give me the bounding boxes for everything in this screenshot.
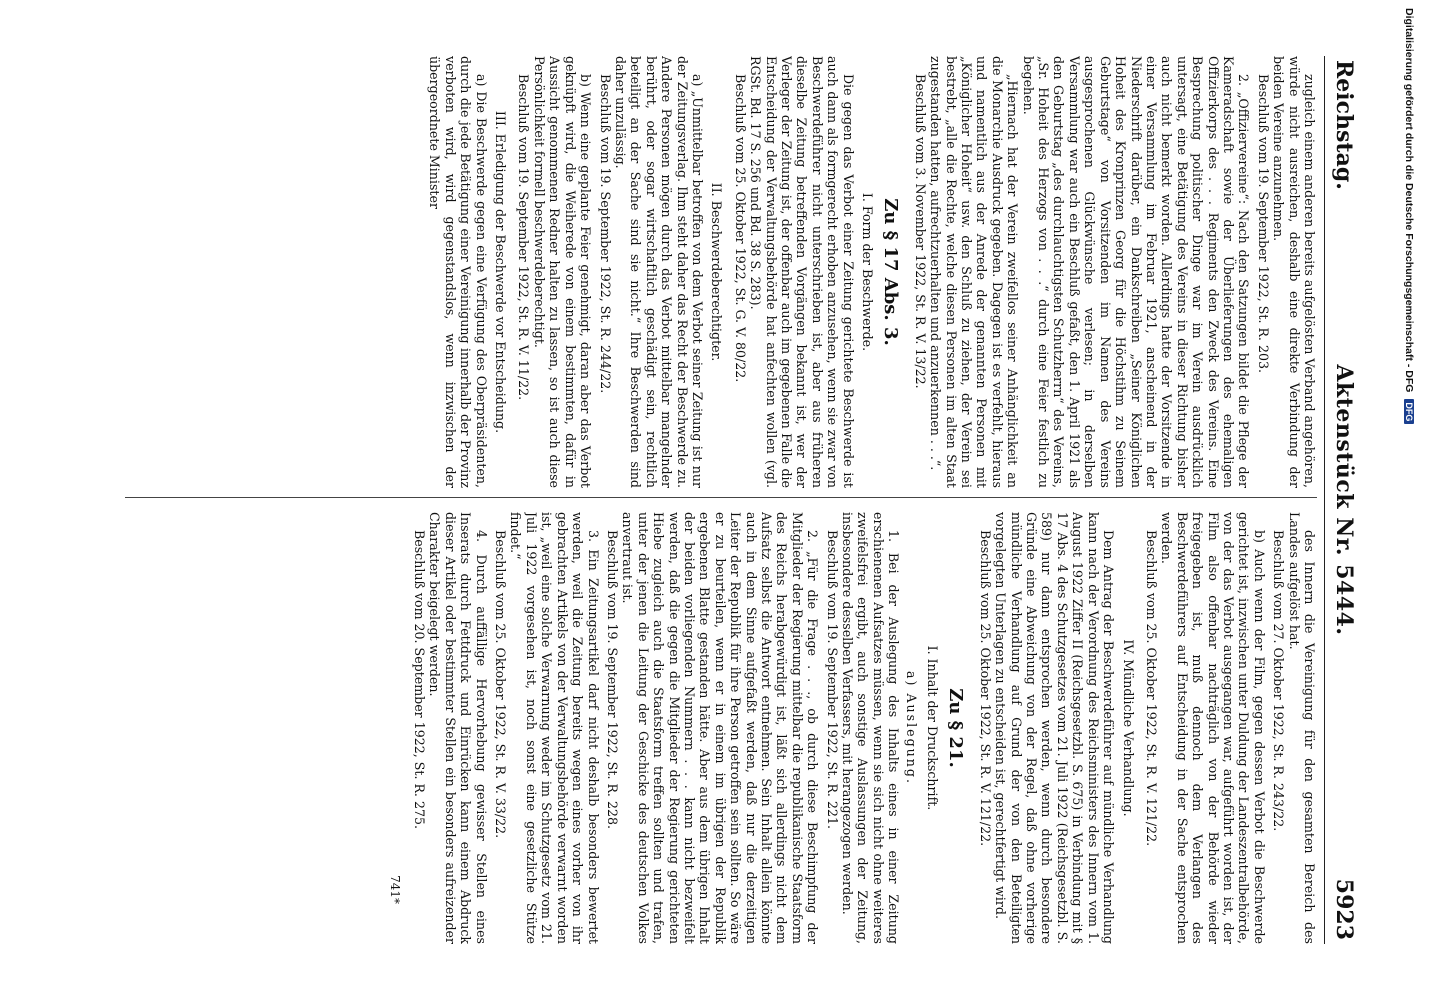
citation: Beschluß vom 25. Oktober 1922, St. R. V. 121/22. bbox=[977, 530, 993, 847]
citation: Beschluß vom 19. September 1922, St. R. 203. bbox=[1255, 74, 1271, 373]
citation: Beschluß vom 19. September 1922, St. R. 244/22. bbox=[597, 74, 613, 394]
header-left: Reichstag. bbox=[1331, 60, 1357, 190]
paragraph: a) „Unmittelbar betroffen von dem Verbot seiner Zeitung ist nur der Zeitungsverlag. Ihm steht daher das Recht der Beschwerde zu. Andere Personen mögen durch das Verbot mittelbar mangelnder berührt, oder sogar wirtschaftlich geschädigt sein, rechtlich beteiligt an der Sache sind sie nicht.“ Ihre Beschwerden sind daher unzulässig. bbox=[612, 56, 705, 488]
citation: Beschluß vom 20. September 1922, St. R. 275. bbox=[412, 530, 428, 829]
citation: Beschluß vom 3. November 1922, St. R. V. 13/22. bbox=[912, 74, 928, 389]
paragraph: Die gegen das Verbot einer Zeitung gerichtete Beschwerde ist auch dann als formgerecht erhoben anzusehen, wenn sie zwar von Beschwerdeführer nicht unterschrieben ist, aber aus früheren dieselbe Zeitung betreffenden Vorgängen bekannt ist, wer der Verleger der Zeitung ist, der offenbar auch im gegebenen Falle die Entscheidung der Verwaltungsbehörde hat anfechten wollen (vgl. RGSt. Bd. 17 S. 256 und Bd. 38 S. 283). bbox=[748, 56, 856, 488]
right-column bbox=[65, 512, 1317, 944]
digitization-credit bbox=[1403, 8, 1415, 424]
paragraph: a) Die Beschwerde gegen eine Verfügung des Oberpräsidenten, durch die jede Betätigung einer Vereinigung innerhalb der Provinz verboten wird, wird gegenstandslos, wenn inzwischen der übergeordnete Minister bbox=[427, 56, 489, 488]
paragraph: 1. Bei der Auslegung des Inhalts eines in einer Zeitung erschienenen Aufsatzes müssen, wenn sie sich nicht ohne weiteres zweifelsfrei ergibt, auch sonstige Auslassungen der Zeitung, insbesondere desselben Verfassers, mit herangezogen werden. bbox=[840, 512, 902, 944]
citation: Beschluß vom 25. Oktober 1922, St. R. V. 121/22. bbox=[1143, 530, 1159, 847]
header-center: Aktenstück Nr. 5444. bbox=[1331, 364, 1357, 636]
digitization-credit-text: Digitalisierung gefördert durch die Deutsche Forschungsgemeinschaft - DFG bbox=[1403, 8, 1415, 393]
signature-mark: 741* bbox=[387, 875, 402, 904]
paragraph: b) Auch wenn der Film, gegen dessen Verbot die Beschwerde gerichtet ist, inzwischen unter Duldung der Landeszentralbehörde, von der das Verbot ausgegangen war, aufgeführt worden ist, der Film also offenbar nachträglich von der Behörde wieder freigegeben ist, muß dennoch dem Verlangen des Beschwerdeführers auf Entscheidung in der Sache entsprochen werden. bbox=[1159, 512, 1267, 944]
citation: Beschluß vom 25. Oktober 1922, St. G. V. 80/22. bbox=[732, 74, 748, 383]
paragraph: 3. Ein Zeitungsartikel darf nicht deshalb besonders bewertet werden, weil die Zeitung bereits wegen eines vorher von ihr gebrachten Artikels von der Verwaltungsbehörde verwarnt worden ist, „weil eine solche Verwarnung weder im Schutzgesetz vom 21. Juli 1922 vorgesehen ist, noch sonst eine gesetzliche Stütze findet.“ bbox=[508, 512, 601, 944]
subsection-heading: I. Form der Beschwerde. bbox=[860, 192, 876, 352]
paragraph: b) Wenn eine geplante Feier genehmigt, daran aber das Verbot geknüpft wird, die Weiherede von einem bestimmten, dafür in Aussicht genommenen Redner halten zu lassen, so ist auch diese Persönlichkeit formell beschwerdeberechtigt. bbox=[531, 56, 594, 488]
citation: Beschluß vom 19. September 1922, St. R. V. 11/22. bbox=[516, 74, 532, 401]
subsection-heading: a) Auslegung. bbox=[903, 671, 919, 785]
citation: Beschluß vom 19. September 1922, St. R. 228. bbox=[604, 530, 620, 829]
paragraph: Dem Antrag der Beschwerdeführer auf mündliche Verhandlung kann nach der Verordnung des Reichsministers des Innern vom 1. August 1922 Ziffer II (Reichsgesetzbl. S. 675) in Verbindung mit § 17 Abs. 4 des Schutzgesetzes vom 21. Juli 1922 (Reichsgesetzbl. S. 589) nur dann entsprochen werden, wenn durch besondere Gründe eine Abweichung von der Regel, daß ohne vorherige mündliche Verhandlung auf Grund der von den Beteiligten vorgelegten Unterlagen zu entscheiden ist, gerechtfertigt wird. bbox=[993, 512, 1117, 944]
running-head bbox=[1324, 56, 1365, 944]
text-columns bbox=[65, 50, 1317, 950]
paragraph: „Hiernach hat der Verein zweifellos seiner Anhänglichkeit an die Monarchie Ausdruck gegeben. Dagegen ist es verfehlt, hieraus und namentlich aus der Anrede der genannten Personen mit „Königlicher Hoheit“ usw. den Schluß zu ziehen, der Verein sei bestrebt, „alle die Rechte, welche diesen Personen im alten Staat zugestanden hatten, aufrechtzuerhalten und anzuerkennen . . .“. bbox=[928, 56, 1021, 488]
paragraph: zugleich einem anderen bereits aufgelösten Verband angehören, würde nicht ausreichen, deshalb eine direkte Verbindung der beiden Vereine anzunehmen. bbox=[1271, 56, 1317, 488]
section-heading: Zu § 17 Abs. 3. bbox=[880, 198, 902, 346]
left-column bbox=[65, 56, 1317, 488]
subsection-heading: IV. Mündliche Verhandlung. bbox=[1120, 639, 1136, 817]
paragraph: 4. Durch auffällige Hervorhebung gewisser Stellen eines Inserats durch Fettdruck und Einrücken kann einem Abdruck dieser Artikel oder bestimmter Stellen ein besonders aufreizender Charakter beigelegt werden. bbox=[427, 512, 489, 944]
paragraph: 2. „Für die Frage . . ., ob durch diese Beschimpfung der Mitglieder der Regierung mittelbar die republikanische Staatsform des Reichs herabgewürdigt ist, läßt sich allerdings nicht dem Aufsatz selbst die Antwort entnehmen. Sein Inhalt allein könnte auch in dem Sinne aufgefaßt werden, daß nur die derzeitigen Leiter der Republik für ihre Person getroffen sein sollten. So wäre er zu beurteilen, wenn er in einem im übrigen der Republik ergebenen Blatte gestanden hätte. Aber aus dem übrigen Inhalt der beiden vorliegenden Nummern . . . kann nicht bezweifelt werden, daß die gegen die Mitglieder der Regierung gerichteten Hiebe zugleich auch die Staatsform treffen sollten und trafen, unter der jenen die Leitung der Geschicke des deutschen Volkes anvertraut ist. bbox=[620, 512, 821, 944]
citation: Beschluß vom 25. Oktober 1922, St. R. V. 33/22. bbox=[493, 530, 509, 839]
column-divider bbox=[125, 497, 1317, 498]
paragraph: des Innern die Vereinigung für den gesamten Bereich des Landes aufgelöst hat. bbox=[1286, 512, 1317, 944]
subsection-heading: I. Inhalt der Druckschrift. bbox=[925, 645, 941, 811]
page-number: 5923 bbox=[1331, 878, 1357, 940]
paragraph: 2. „Offiziervereine“: Nach den Satzungen bildet die Pflege der Kameradschaft sowie der Überlieferungen des ehemaligen Offizierkorps des . . . Regiments den Zweck des Vereins. Eine Besprechung politischer Dinge war im Verein ausdrücklich untersagt, eine Betätigung des Vereins in dieser Richtung bisher auch nicht bemerkt worden. Allerdings hatte der Vorsitzende in einer Versammlung im Februar 1921, anscheinend in der Niederschrift darüber, ein Dankschreiben „Seiner Königlichen Hoheit des Kronprinzen Georg für die Höchstihm zu Seinem Geburtstage“ von Vorsitzenden im Namen des Vereins ausgesprochenen Glückwünsche verlesen; in derselben Versammlung war auch ein Beschluß gefaßt, den 1. April 1921 als den Geburtstag „des durchlauchtigsten Schutzherrn“ des Vereins, „Sr. Hoheit des Herzogs von . . .“ durch eine Feier festlich zu begehen. bbox=[1020, 56, 1252, 488]
citation: Beschluß vom 19. September 1922, St. R. 221. bbox=[824, 530, 840, 829]
scanned-page bbox=[65, 50, 1365, 950]
citation: Beschluß vom 27. Oktober 1922, St. R. 243/22. bbox=[1271, 530, 1287, 832]
section-heading: Zu § 21. bbox=[945, 688, 967, 768]
subsection-heading: III. Erledigung der Beschwerde vor Entscheidung. bbox=[493, 110, 509, 434]
subsection-heading: II. Beschwerdeberechtigter. bbox=[709, 182, 725, 362]
dfg-logo: DFG bbox=[1404, 399, 1414, 424]
